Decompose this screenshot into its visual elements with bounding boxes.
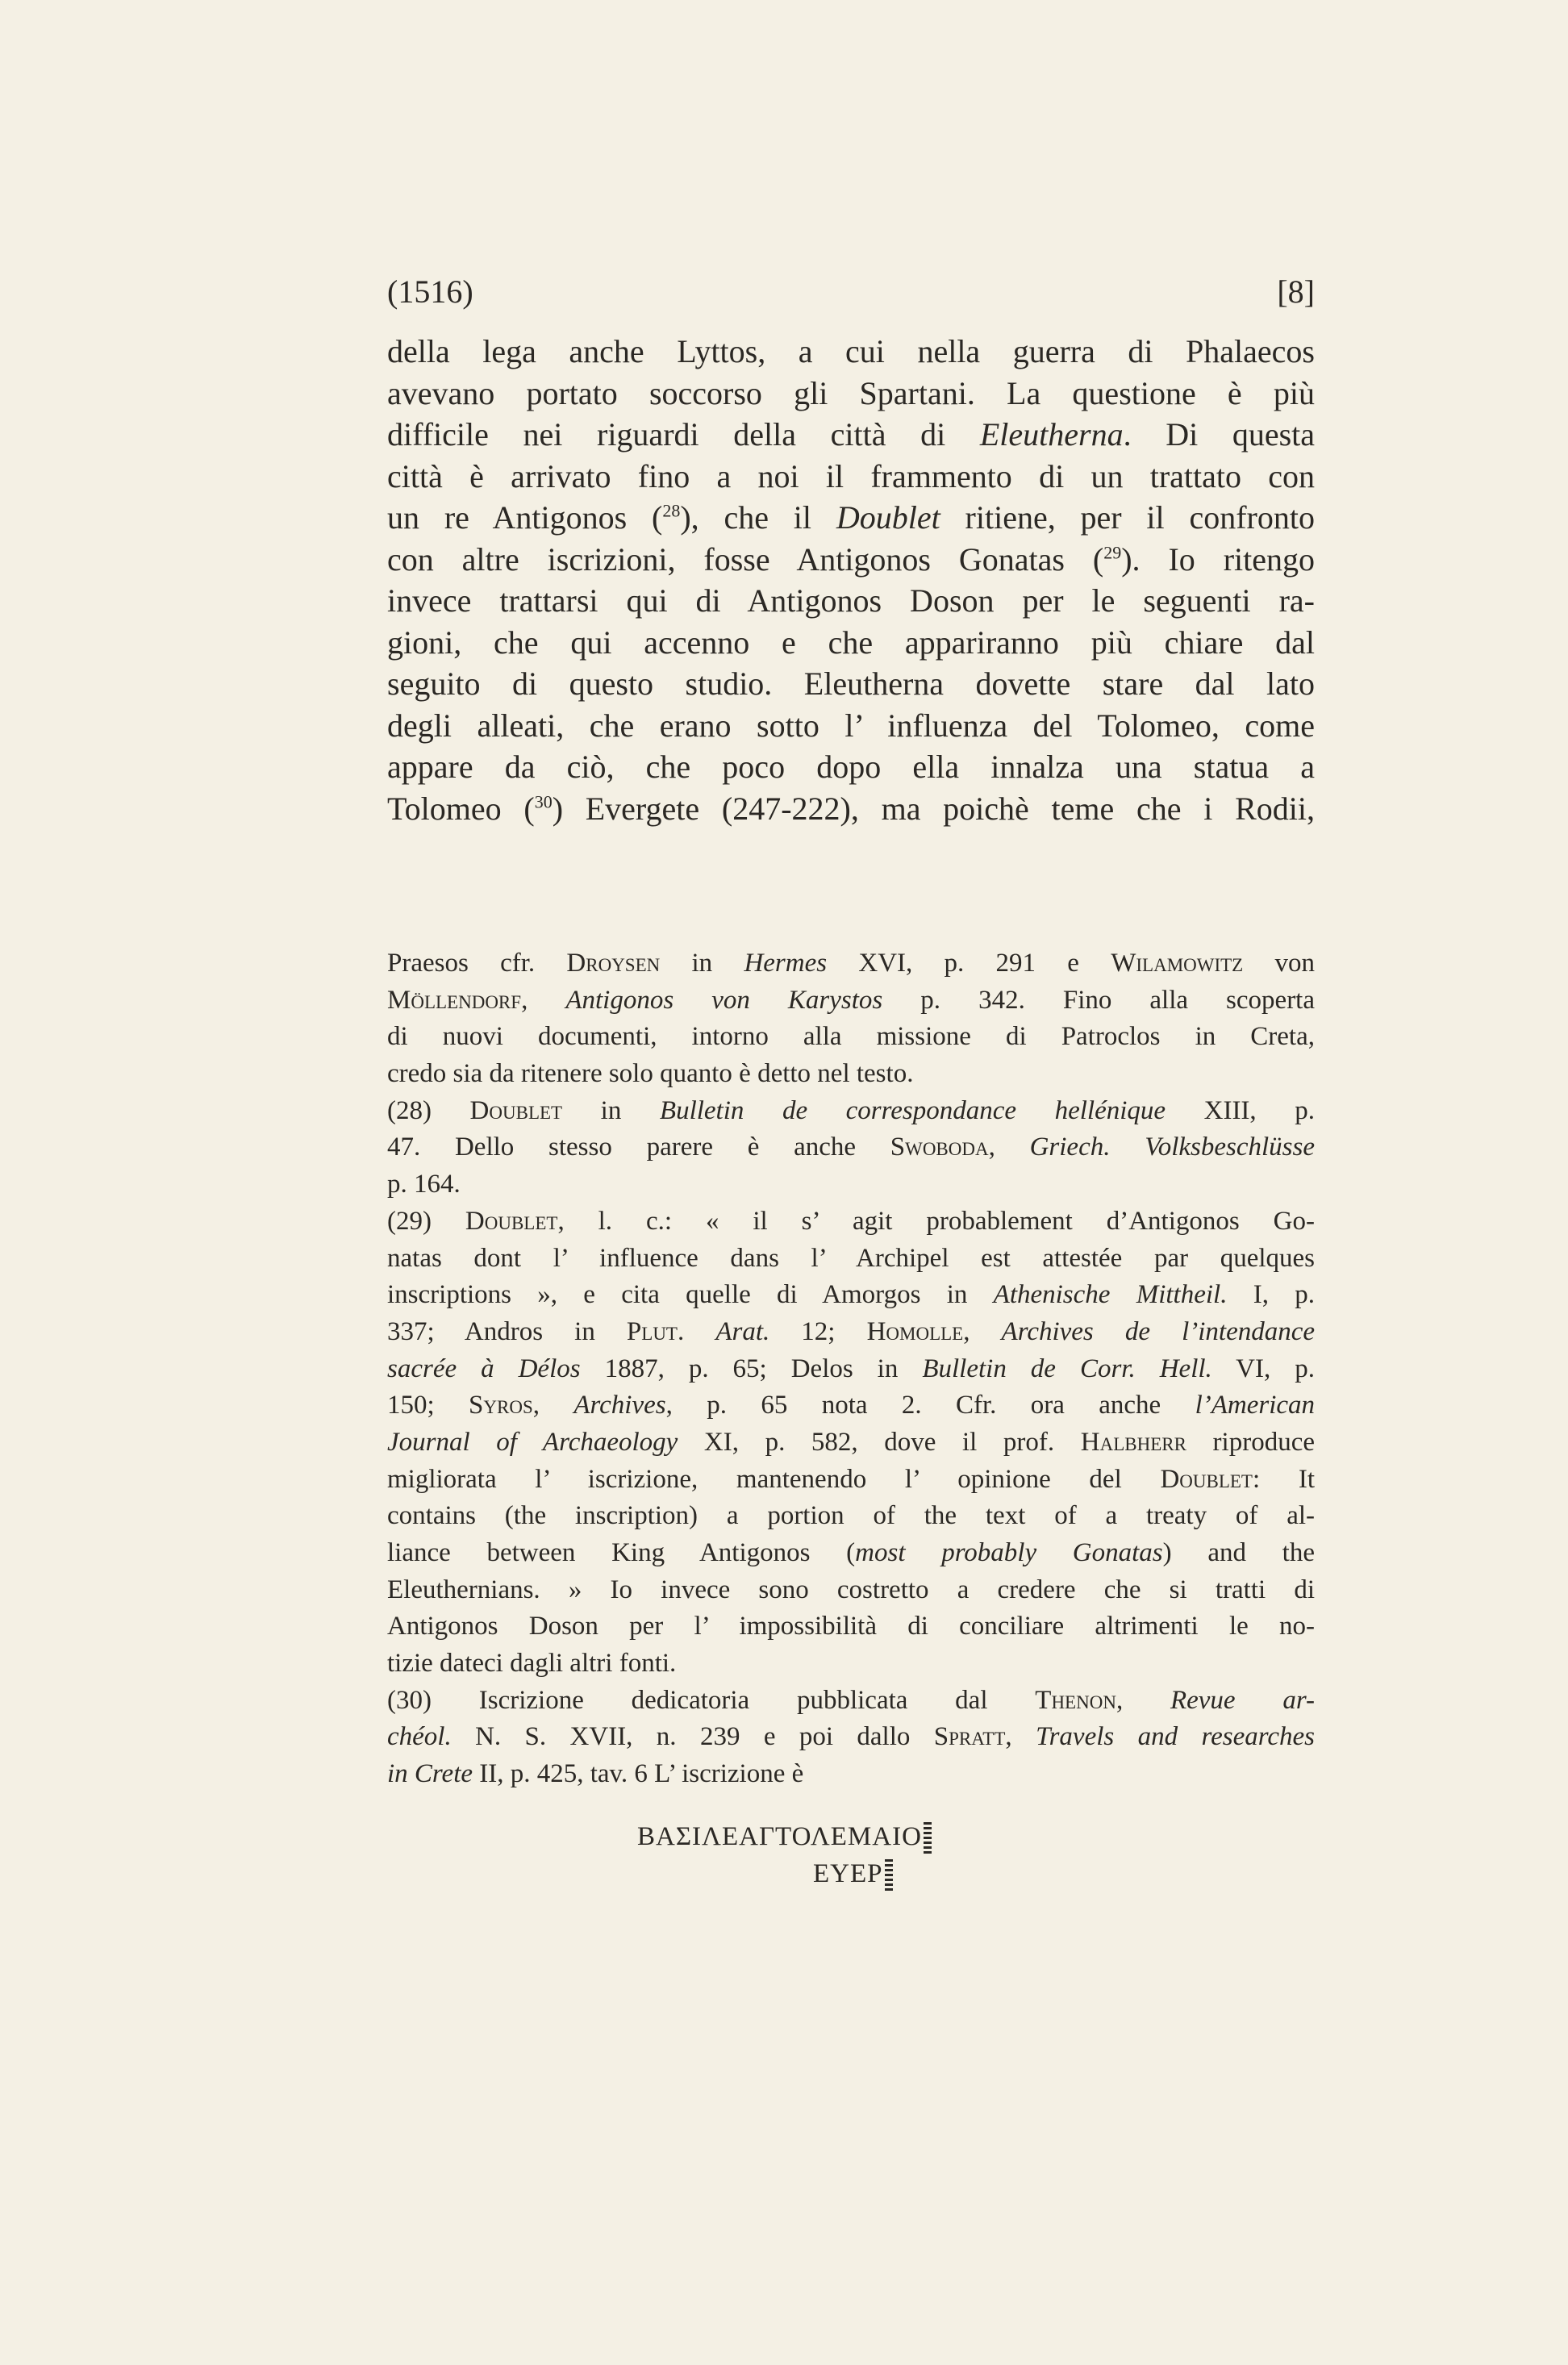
inscription <box>637 1818 976 1892</box>
note-text: in Crete <box>387 1759 473 1789</box>
note-text: Revue ar- <box>1170 1685 1316 1715</box>
note-text: in <box>562 1095 660 1125</box>
note-line <box>387 1351 1315 1388</box>
main-text: un re Antigonos ( <box>387 499 663 536</box>
note-text: Doublet <box>465 1206 558 1236</box>
main-text: ) Evergete (247-222), ma poichè teme che i Rodii, <box>552 790 1315 827</box>
main-text: della lega anche Lyttos, a cui nella guerra di Phalaecos <box>387 333 1315 369</box>
signature-mark: [8] <box>1277 273 1315 310</box>
note-line <box>387 1019 1315 1056</box>
note-text: XVI, p. 291 e <box>827 949 1111 978</box>
main-text: Doublet <box>836 499 940 536</box>
note-text: , <box>988 1132 1030 1162</box>
note-line <box>387 1535 1315 1572</box>
main-line <box>387 331 1315 373</box>
main-text: . Di questa <box>1123 416 1316 453</box>
note-text: riproduce <box>1186 1427 1315 1457</box>
footnote-ref: 30 <box>534 791 553 812</box>
main-text: ritiene, per il confronto <box>940 499 1315 536</box>
note-text: Travels and researches <box>1036 1722 1316 1752</box>
note-line <box>387 1056 1315 1093</box>
note-text: , <box>963 1316 1002 1346</box>
note-text: Archives <box>573 1391 666 1420</box>
footnotes <box>387 945 1315 1793</box>
main-line <box>387 622 1315 664</box>
main-line <box>387 539 1315 581</box>
note-text: , <box>532 1391 574 1420</box>
note-text: Homolle <box>866 1316 964 1346</box>
note-text: Hermes <box>744 949 828 978</box>
note-line <box>387 1314 1315 1351</box>
note-text: p. 342. Fino alla scoperta <box>882 985 1315 1015</box>
note-text: Doublet <box>469 1095 563 1125</box>
note-text: Praesos cfr. <box>387 949 567 978</box>
main-text: difficile nei riguardi della città di <box>387 416 980 453</box>
main-text: appare da ciò, che poco dopo ella innalza una statua a <box>387 749 1315 785</box>
footnote-ref: 29 <box>1103 542 1122 563</box>
note-line <box>387 1719 1315 1756</box>
main-line <box>387 373 1315 415</box>
note-text: Eleuthernians. » Io invece sono costretto a credere che si tratti di <box>387 1575 1315 1604</box>
main-text: Eleutherna <box>979 416 1124 453</box>
note-text: Bulletin de correspondance hellénique <box>659 1095 1166 1125</box>
note-line <box>387 1683 1315 1720</box>
note-text: Droysen <box>566 949 661 978</box>
note-text: Spratt <box>933 1722 1006 1752</box>
note-text: XIII, p. <box>1166 1095 1315 1125</box>
note-text: Möllendorf <box>387 985 522 1015</box>
note-text: Swoboda <box>890 1132 989 1162</box>
main-text: seguito di questo studio. Eleutherna dovette stare dal lato <box>387 665 1315 702</box>
note-text: 337; Andros in <box>387 1316 627 1346</box>
note-text: , <box>1116 1685 1170 1715</box>
note-text: , p. 65 nota 2. Cfr. ora anche <box>665 1391 1195 1420</box>
note-text: , <box>521 985 566 1015</box>
note-text: 12; <box>769 1316 867 1346</box>
note-text: Bulletin de Corr. Hell. <box>922 1354 1212 1383</box>
main-line <box>387 497 1315 539</box>
inscription-line-2-text: ΕΥΕΡ <box>813 1859 883 1888</box>
note-line <box>387 1572 1315 1609</box>
note-text: (30) Iscrizione dedicatoria pubblicata dal <box>387 1685 1036 1715</box>
main-text: Tolomeo ( <box>387 790 535 827</box>
main-text: ), che il <box>680 499 836 536</box>
note-line <box>387 982 1315 1020</box>
note-text: l’American <box>1195 1391 1316 1420</box>
note-line <box>387 1387 1315 1424</box>
main-line <box>387 788 1315 830</box>
note-text: (28) <box>387 1095 470 1125</box>
note-text: contains (the inscription) a portion of the text of a treaty of al- <box>387 1501 1315 1531</box>
note-text: (29) <box>387 1206 465 1236</box>
note-text: 1887, p. 65; Delos in <box>580 1354 923 1383</box>
note-text: Antigonos Doson per l’ impossibilità di conciliare altrimenti le no- <box>387 1612 1315 1641</box>
note-text: von <box>1243 949 1315 978</box>
note-text: : It <box>1252 1464 1315 1494</box>
broken-edge-icon <box>924 1822 932 1854</box>
note-text: credo sia da ritenere solo quanto è detto nel testo. <box>387 1059 914 1089</box>
main-text: con altre iscrizioni, fosse Antigonos Gonatas ( <box>387 540 1104 578</box>
note-text: 150; <box>387 1391 469 1420</box>
note-text: II, p. 425, tav. 6 L’ iscrizione è <box>473 1759 804 1789</box>
note-line <box>387 1203 1315 1241</box>
note-text: Plut. <box>626 1316 685 1346</box>
note-text: liance between King Antigonos ( <box>387 1538 856 1567</box>
main-line <box>387 705 1315 747</box>
note-text: I, p. <box>1227 1280 1316 1310</box>
note-line <box>387 1277 1315 1314</box>
note-text: in <box>660 949 744 978</box>
note-text: Arat. <box>715 1316 770 1346</box>
main-text: città è arrivato fino a noi il frammento di un trattato con <box>387 457 1315 494</box>
inscription-line-1 <box>637 1818 976 1855</box>
note-line <box>387 1608 1315 1645</box>
main-text: avevano portato soccorso gli Spartani. La questione è più <box>387 374 1315 411</box>
note-text <box>684 1317 715 1346</box>
note-line <box>387 1645 1315 1683</box>
note-line <box>387 945 1315 982</box>
note-text: p. 164. <box>387 1170 461 1199</box>
note-text: Thenon <box>1035 1685 1116 1715</box>
note-text: Archives de l’intendance <box>1001 1316 1316 1346</box>
note-text: 47. Dello stesso parere è anche <box>387 1132 890 1162</box>
main-line <box>387 456 1315 498</box>
note-line <box>387 1498 1315 1535</box>
note-line <box>387 1424 1315 1462</box>
note-text: natas dont l’ influence dans l’ Archipel est attestée par quelques <box>387 1243 1315 1273</box>
note-text: , l. c.: « il s’ agit probablement d’Antigonos Go- <box>557 1206 1315 1236</box>
note-text: Athenische Mittheil. <box>993 1280 1228 1310</box>
note-text: Syros <box>469 1391 533 1420</box>
main-text <box>387 331 1315 829</box>
note-text: Antigonos von Karystos <box>565 985 883 1015</box>
note-text: ) and the <box>1162 1538 1315 1567</box>
note-text: VI, p. <box>1211 1354 1315 1383</box>
broken-edge-icon <box>885 1859 893 1892</box>
note-text: Griech. Volksbeschlüsse <box>1029 1132 1315 1162</box>
note-text: sacrée à Délos <box>387 1354 581 1383</box>
note-text: Journal of Archaeology <box>387 1427 678 1457</box>
note-line <box>387 1462 1315 1499</box>
note-line <box>387 1166 1315 1203</box>
note-text: most probably Gonatas <box>855 1538 1163 1567</box>
note-text: inscriptions », e cita quelle di Amorgos in <box>387 1280 994 1310</box>
note-text: chéol. <box>387 1722 452 1752</box>
main-line <box>387 663 1315 705</box>
main-line <box>387 414 1315 456</box>
note-text: di nuovi documenti, intorno alla missione di Patroclos in Creta, <box>387 1022 1315 1052</box>
main-text: ). Io ritengo <box>1121 540 1315 578</box>
footnote-ref: 28 <box>662 500 681 521</box>
note-line <box>387 1093 1315 1130</box>
note-line <box>387 1241 1315 1278</box>
main-text: gioni, che qui accenno e che appariranno più chiare dal <box>387 624 1315 661</box>
page-number: (1516) <box>387 273 473 310</box>
note-text: , <box>1005 1722 1036 1752</box>
inscription-line-2 <box>637 1855 976 1892</box>
note-text: tizie dateci dagli altri fonti. <box>387 1649 677 1679</box>
note-text: migliorata l’ iscrizione, mantenendo l’ opinione del <box>387 1464 1161 1494</box>
note-line <box>387 1756 1315 1793</box>
main-text: degli alleati, che erano sotto l’ influenza del Tolomeo, come <box>387 707 1315 744</box>
main-line <box>387 580 1315 622</box>
main-line <box>387 746 1315 788</box>
note-text: Halbherr <box>1080 1427 1186 1457</box>
note-text: Wilamowitz <box>1111 949 1244 978</box>
note-text: Doublet <box>1160 1464 1253 1494</box>
note-text: XI, p. 582, dove il prof. <box>678 1427 1081 1457</box>
page-header <box>387 273 1315 321</box>
note-text: N. S. XVII, n. 239 e poi dallo <box>451 1722 934 1752</box>
note-line <box>387 1129 1315 1166</box>
inscription-line-1-text: ΒΑΣΙΛΕΑΓΤΟΛΕΜΑΙΟ <box>637 1822 922 1851</box>
main-text: invece trattarsi qui di Antigonos Doson per le seguenti ra- <box>387 582 1315 619</box>
